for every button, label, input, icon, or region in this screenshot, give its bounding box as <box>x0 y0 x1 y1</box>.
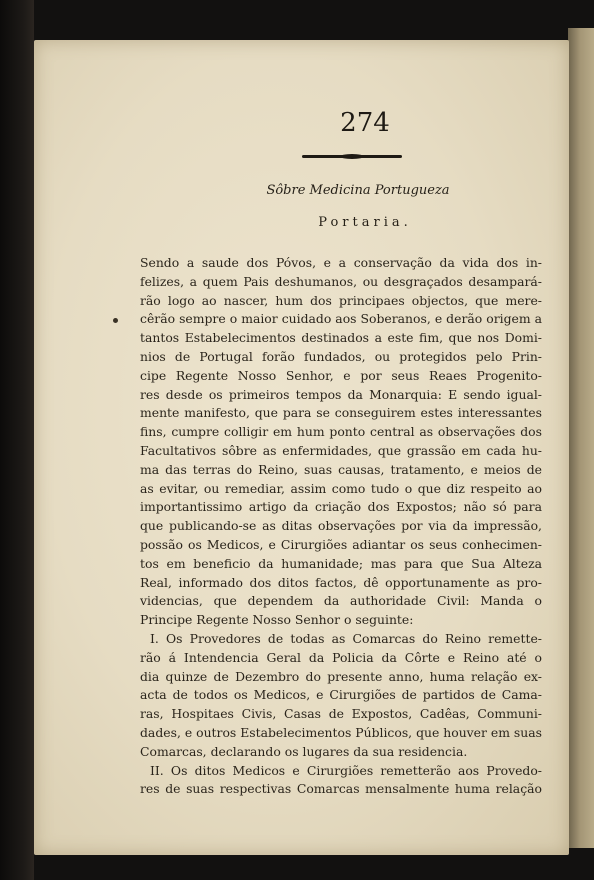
text-line: tantos Estabelecimentos destinados a este fim, que nos Domi- <box>140 330 542 346</box>
section-title: Sôbre Medicina Portugueza <box>266 183 450 198</box>
text-line: res desde os primeiros tempos da Monarquia: E sendo igual- <box>140 386 542 402</box>
text-line: rão logo ao nascer, hum dos principaes objectos, que mere- <box>140 292 542 308</box>
text-line: mente manifesto, que para se conseguirem estes interessantes <box>140 405 542 421</box>
text-line: importantissimo artigo da criação dos Expostos; não só para <box>140 499 542 515</box>
text-line: acta de todos os Medicos, e Cirurgiões de partidos de Cama- <box>140 687 542 703</box>
text-line: videncias, que dependem da authoridade Civil: Manda o <box>140 593 542 609</box>
adjacent-page-edge <box>568 28 594 848</box>
text-line: Facultativos sôbre as enfermidades, que grassão em cada hu- <box>140 442 542 458</box>
text-line: dades, e outros Estabelecimentos Públicos, que houver em suas <box>140 724 542 740</box>
text-line: Comarcas, declarando os lugares da sua residencia. <box>140 743 468 759</box>
text-line: ma das terras do Reino, suas causas, tratamento, e meios de <box>140 461 542 477</box>
page-number: 274 <box>340 108 390 138</box>
text-line: felizes, a quem Pais deshumanos, ou desgraçados desampará- <box>140 273 542 289</box>
text-line: tos em beneficio da humanidade; mas para que Sua Alteza <box>140 555 542 571</box>
text-line: que publicando-se as ditas observações por via da impressão, <box>140 518 542 534</box>
text-line: II. Os ditos Medicos e Cirurgiões remetterão aos Provedo- <box>150 762 542 778</box>
text-line: res de suas respectivas Comarcas mensalmente huma relação <box>140 781 542 797</box>
text-line: fins, cumpre colligir em hum ponto central as observações dos <box>140 424 542 440</box>
text-line: Sendo a saude dos Póvos, e a conservação da vida dos in- <box>140 255 542 270</box>
text-line: I. Os Provedores de todas as Comarcas do Reino remette- <box>150 630 542 646</box>
body-text <box>140 254 542 799</box>
text-line: nios de Portugal forão fundados, ou protegidos pelo Prin- <box>140 348 542 364</box>
text-line: Real, informado dos ditos factos, dê opportunamente as pro- <box>140 574 542 590</box>
text-line: rão á Intendencia Geral da Policia da Côrte e Reino até o <box>140 649 542 665</box>
sub-title: Portaria. <box>318 215 412 230</box>
text-line: cipe Regente Nosso Senhor, e por seus Reaes Progenito- <box>140 367 542 383</box>
book-left-edge <box>0 0 34 880</box>
text-line: as evitar, ou remediar, assim como tudo o que diz respeito ao <box>140 480 542 496</box>
ornamental-rule <box>302 155 402 158</box>
text-line: ras, Hospitaes Civis, Casas de Expostos, Cadêas, Communi- <box>140 706 542 722</box>
ink-blot <box>113 318 118 323</box>
text-line: possão os Medicos, e Cirurgiões adiantar os seus conhecimen- <box>140 536 542 552</box>
text-line: cêrão sempre o maior cuidado aos Soberanos, e derão origem a <box>140 311 542 327</box>
text-line: dia quinze de Dezembro do presente anno, huma relação ex- <box>140 668 542 684</box>
text-line: Principe Regente Nosso Senhor o seguinte: <box>140 612 414 628</box>
